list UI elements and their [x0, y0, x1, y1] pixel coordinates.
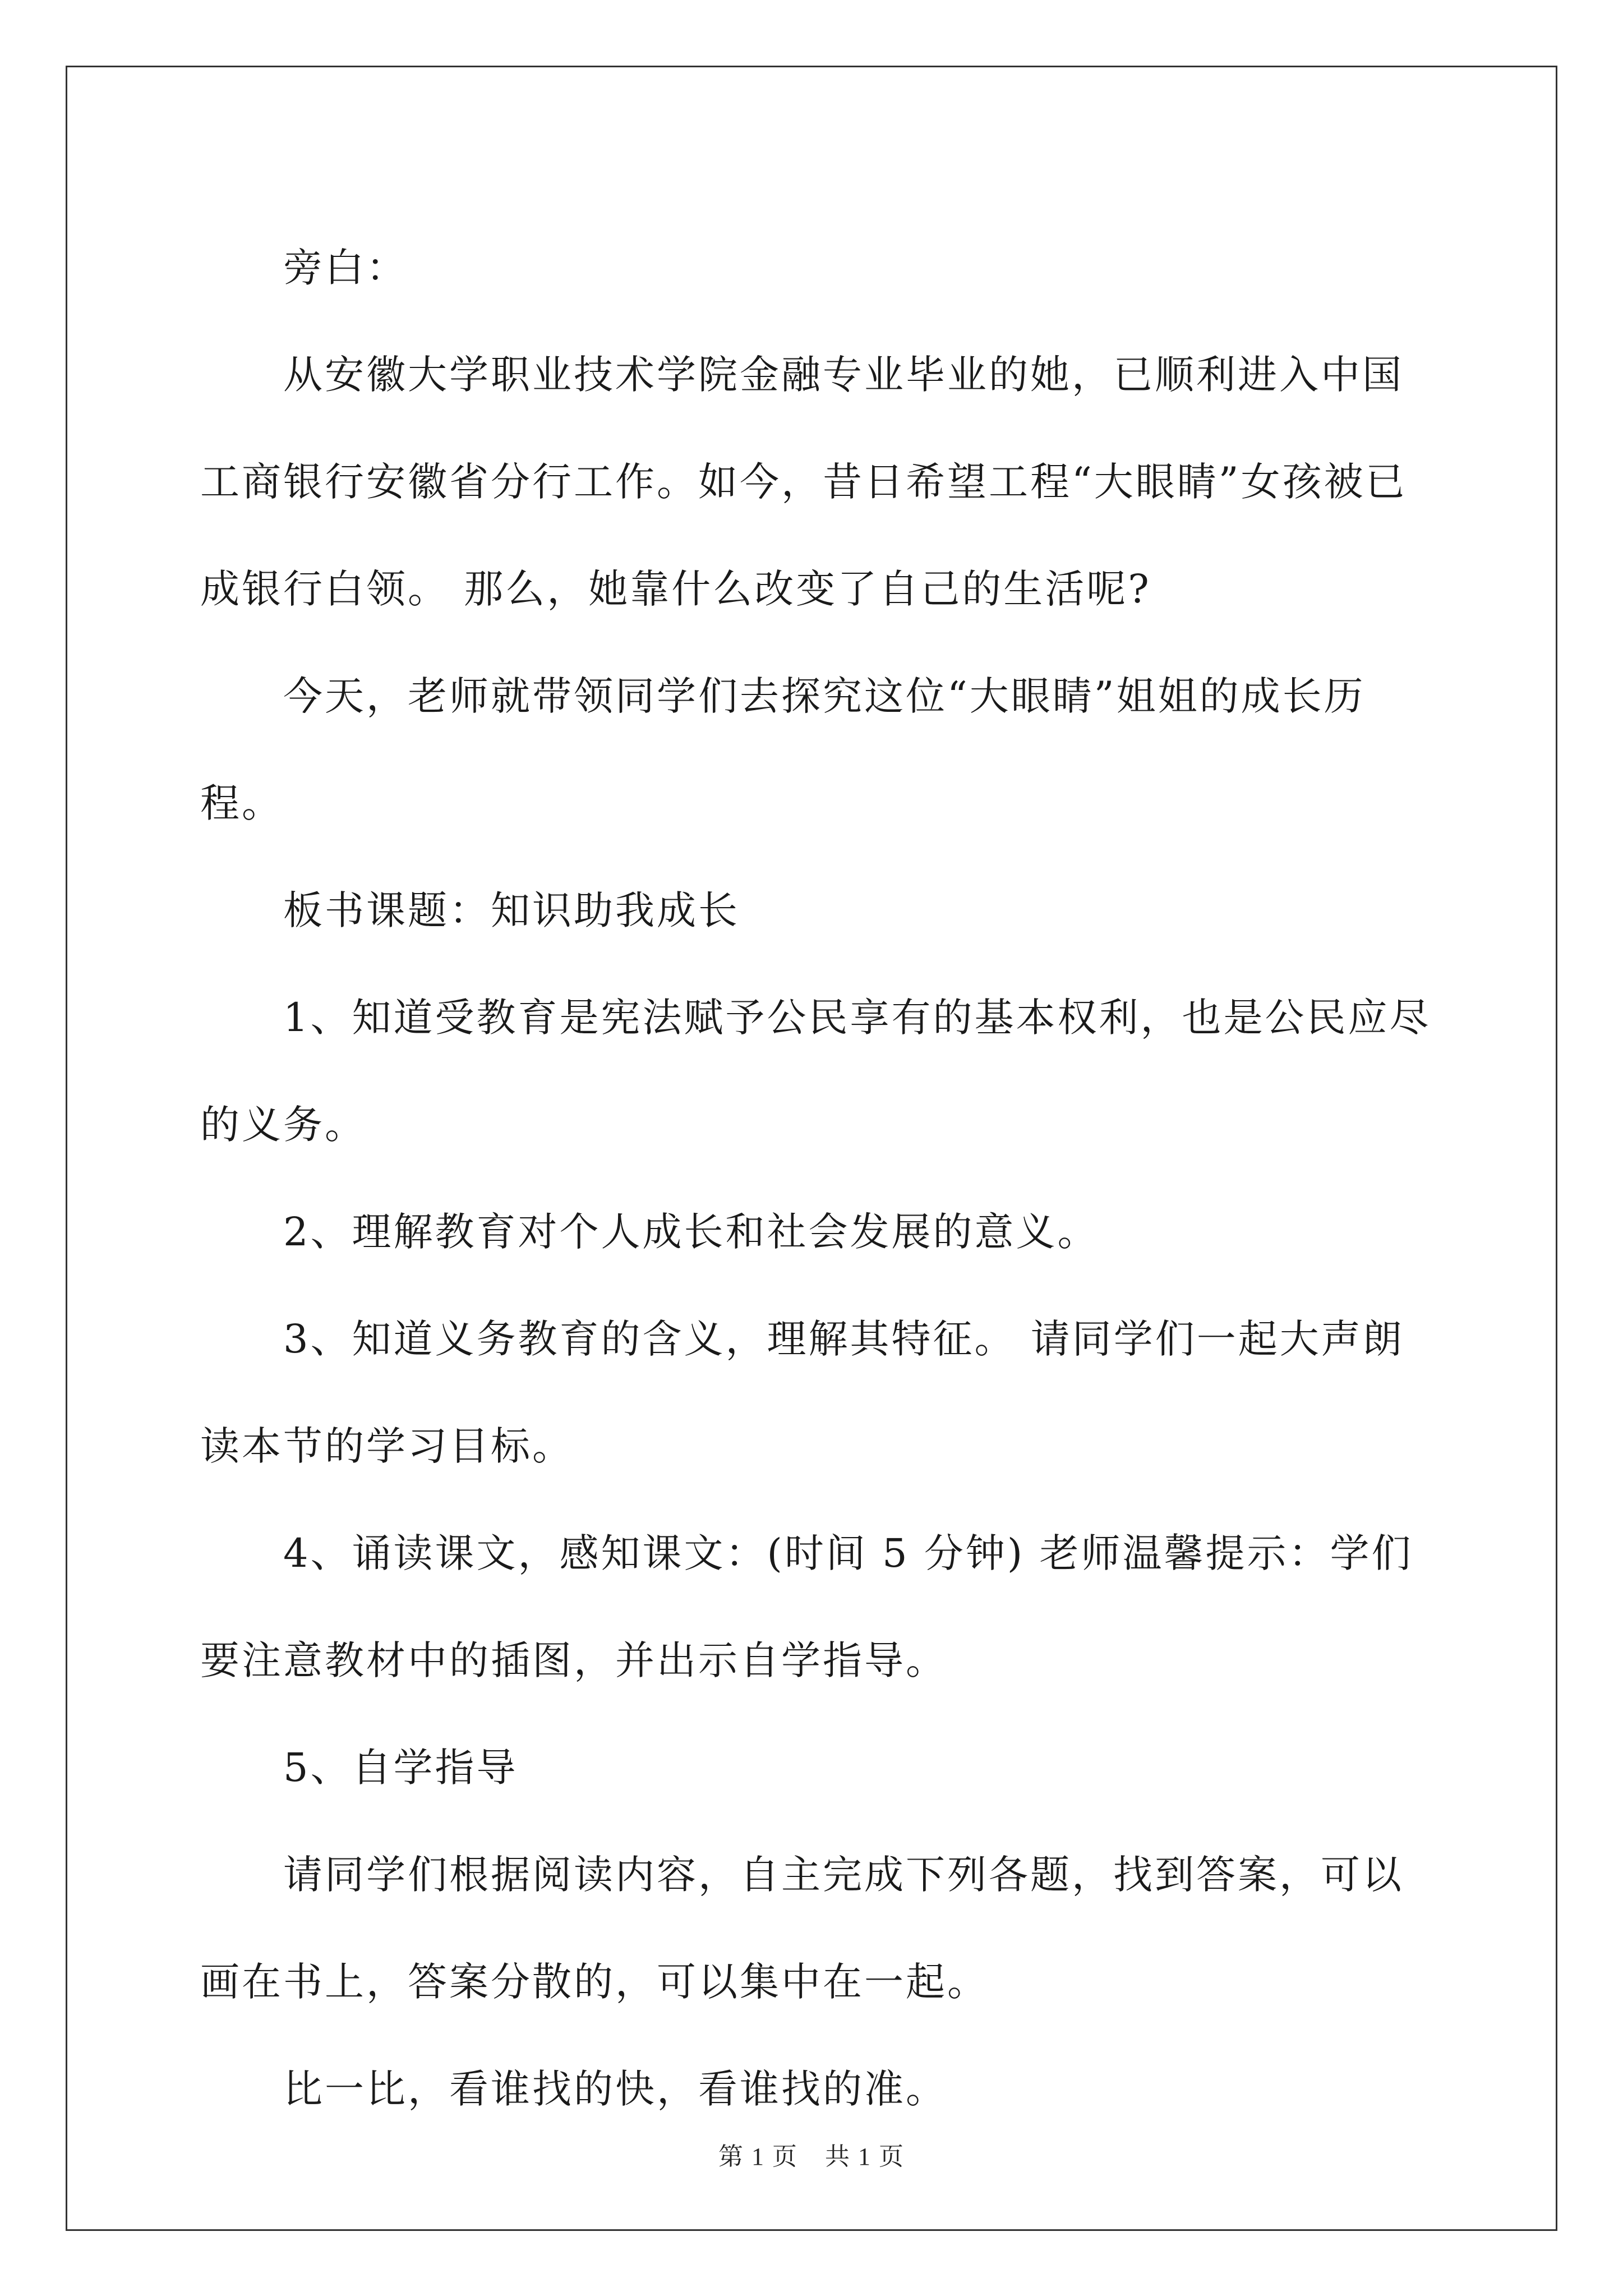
document-body	[200, 214, 1434, 2143]
paragraph-instructions: 请同学们根据阅读内容，自主完成下列各题，找到答案，可以画在书上，答案分散的，可以集中在一起。	[200, 1852, 1404, 2005]
paragraph-intro: 从安徽大学职业技术学院金融专业毕业的她，已顺利进入中国工商银行安徽省分行工作。如今，昔日希望工程“大眼睛”女孩被已成银行白领。 那么，她靠什么改变了自己的生活呢?	[200, 352, 1407, 612]
paragraph-lesson-title: 板书课题：知识助我成长	[283, 887, 740, 933]
paragraph-goal-1: 1、知道受教育是宪法赋予公民享有的基本权利，也是公民应尽的义务。	[200, 995, 1431, 1148]
page-number: 第 1 页	[718, 2143, 798, 2170]
paragraph-narration-label: 旁白：	[283, 245, 408, 291]
paragraph-goal-2: 2、理解教育对个人成长和社会发展的意义。	[283, 1209, 1099, 1255]
page-total: 共 1 页	[825, 2143, 905, 2170]
paragraph-step-4: 4、诵读课文，感知课文：(时间 5 分钟) 老师温馨提示：学们要注意教材中的插图，并出示自学指导。	[200, 1530, 1413, 1683]
paragraph-compare: 比一比，看谁找的快，看谁找的准。	[283, 2066, 947, 2112]
paragraph-step-5: 5、自学指导	[283, 1745, 518, 1791]
page-footer	[0, 2136, 1623, 2172]
paragraph-today: 今天，老师就带领同学们去探究这位“大眼睛”姐姐的成长历程。	[200, 673, 1366, 826]
paragraph-goal-3: 3、知道义务教育的含义，理解其特征。 请同学们一起大声朗读本节的学习目标。	[200, 1316, 1404, 1469]
